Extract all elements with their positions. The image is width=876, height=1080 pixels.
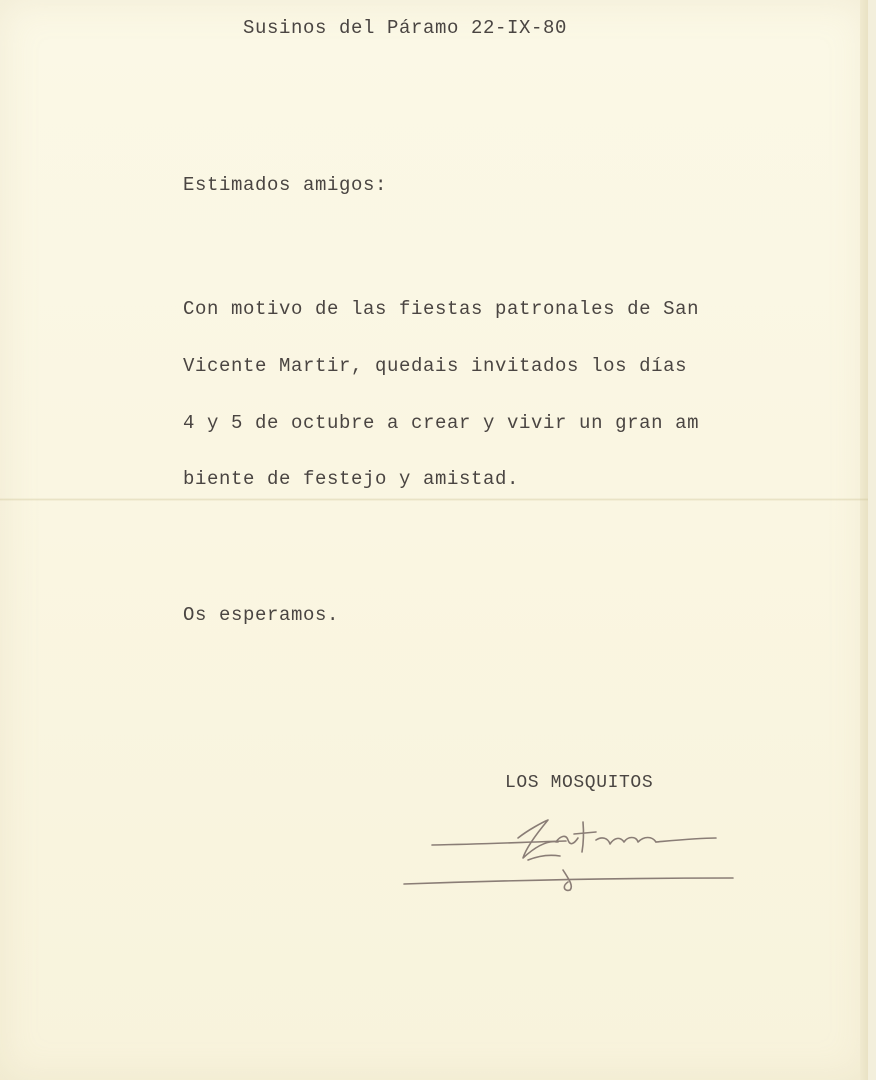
body-line: Con motivo de las fiestas patronales de San bbox=[183, 298, 700, 320]
salutation: Estimados amigos: bbox=[183, 174, 388, 196]
body-line: Vicente Martir, quedais invitados los días bbox=[183, 355, 688, 377]
place-and-date: Susinos del Páramo 22-IX-80 bbox=[243, 17, 568, 39]
sender-name: LOS MOSQUITOS bbox=[505, 773, 654, 793]
body-line: biente de festejo y amistad. bbox=[183, 468, 520, 490]
handwritten-signature bbox=[398, 800, 738, 900]
body-line: 4 y 5 de octubre a crear y vivir un gran am bbox=[183, 412, 700, 434]
paper-edge bbox=[860, 0, 868, 1080]
closing-line: Os esperamos. bbox=[183, 604, 340, 626]
paper-fold-crease bbox=[0, 498, 868, 501]
